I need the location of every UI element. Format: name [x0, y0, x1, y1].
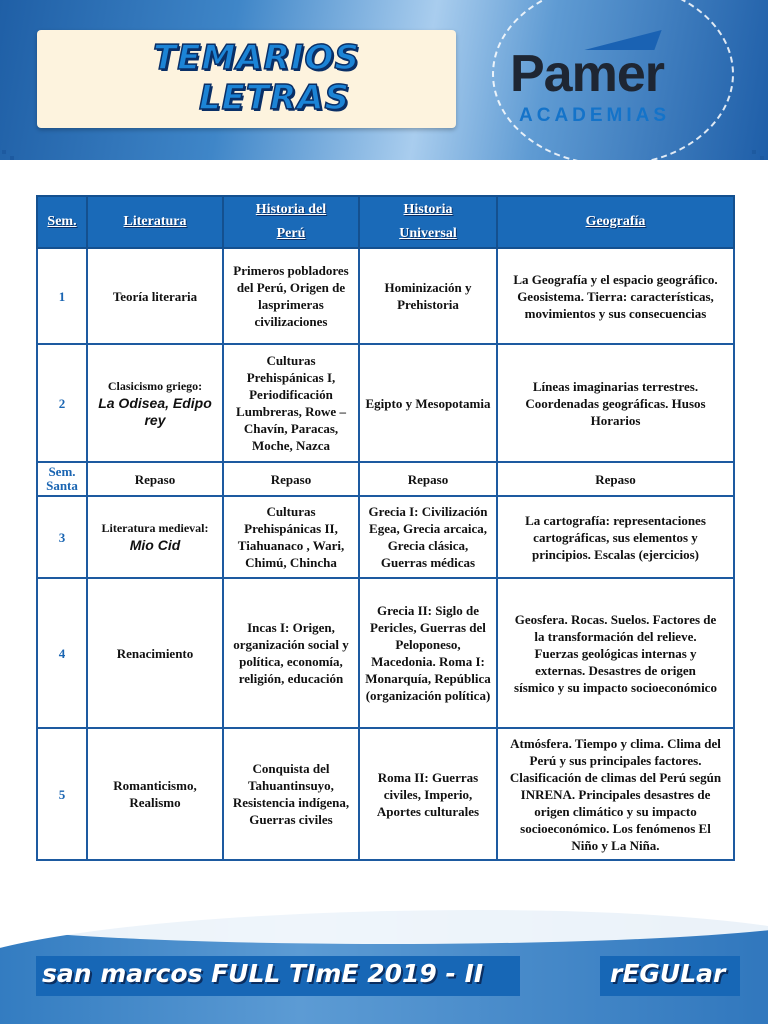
table-header-row	[37, 196, 734, 248]
cell-historia-peru: Culturas Prehispánicas I, Periodificación Lumbreras, Rowe – Chavín, Paracas, Moche, Nazca	[223, 344, 359, 462]
cell-geografia: La cartografía: representaciones cartográficas, sus elementos y principios. Escalas (ejercicios)	[497, 496, 734, 578]
cell-historia-universal: Repaso	[359, 462, 497, 496]
cell-literatura	[87, 248, 223, 344]
cell-geografia: Atmósfera. Tiempo y clima. Clima del Perú y sus principales factores. Clasificación de climas del Perú según INRENA. Principales desastres de origen climático y su impacto socioeconómico. Los fenómenos El Niño y La Niña.	[497, 728, 734, 860]
header-geografia: Geografía	[497, 196, 734, 248]
title-line-1: TEMARIOS	[153, 38, 360, 78]
cell-literatura	[87, 344, 223, 462]
footer-banner	[0, 890, 768, 1024]
cell-historia-peru: Primeros pobladores del Perú, Origen de lasprimeras civilizaciones	[223, 248, 359, 344]
cell-sem: 3	[37, 496, 87, 578]
table-row	[37, 496, 734, 578]
cell-geografia: Repaso	[497, 462, 734, 496]
cell-historia-universal: Egipto y Mesopotamia	[359, 344, 497, 462]
table-row	[37, 248, 734, 344]
table-row	[37, 578, 734, 728]
corner-mark	[10, 156, 14, 160]
cell-sem: 1	[37, 248, 87, 344]
cell-literatura	[87, 496, 223, 578]
literatura-topic: Literatura medieval:	[101, 521, 209, 535]
level-name: rEGULar	[610, 959, 726, 988]
header-sem: Sem.	[37, 196, 87, 248]
cell-geografia: Líneas imaginarias terrestres. Coordenadas geográficas. Husos Horarios	[497, 344, 734, 462]
cell-historia-universal: Grecia II: Siglo de Pericles, Guerras del Peloponeso, Macedonia. Roma I: Monarquía, República (organización política)	[359, 578, 497, 728]
table-row	[37, 462, 734, 496]
literatura-topic: Clasicismo griego:	[107, 378, 203, 393]
cell-sem: 4	[37, 578, 87, 728]
header-literatura: Literatura	[87, 196, 223, 248]
header-historia-universal: Historia Universal	[359, 196, 497, 248]
cell-historia-peru: Culturas Prehispánicas II, Tiahuanaco , Wari, Chimú, Chincha	[223, 496, 359, 578]
cell-historia-peru: Conquista del Tahuantinsuyo, Resistencia indígena, Guerras civiles	[223, 728, 359, 860]
header-banner	[0, 0, 768, 160]
cell-literatura: Renacimiento	[87, 578, 223, 728]
cell-historia-universal: Hominización y Prehistoria	[359, 248, 497, 344]
cell-literatura: Repaso	[87, 462, 223, 496]
title-box	[37, 30, 456, 128]
literatura-topic: Teoría literaria	[112, 288, 198, 304]
literatura-work: Mio Cid	[129, 537, 181, 553]
table-row	[37, 344, 734, 462]
header-historia-peru: Historia del Perú	[223, 196, 359, 248]
logo-name: Pamer	[510, 45, 664, 103]
corner-mark	[760, 156, 764, 160]
title-line-2: LETRAS	[198, 78, 351, 118]
cell-historia-peru: Repaso	[223, 462, 359, 496]
corner-mark	[2, 150, 6, 154]
cell-sem: 5	[37, 728, 87, 860]
program-name: san marcos FULL TImE 2019 - II	[42, 959, 484, 988]
cell-sem: 2	[37, 344, 87, 462]
cell-historia-universal: Roma II: Guerras civiles, Imperio, Aportes culturales	[359, 728, 497, 860]
logo-subtitle: ACADEMIAS	[519, 105, 671, 126]
cell-historia-universal: Grecia I: Civilización Egea, Grecia arcaica, Grecia clásica, Guerras médicas	[359, 496, 497, 578]
cell-geografia: La Geografía y el espacio geográfico. Geosistema. Tierra: características, movimientos y sus consecuencias	[497, 248, 734, 344]
cell-geografia: Geosfera. Rocas. Suelos. Factores de la transformación del relieve. Fuerzas geológicas internas y externas. Desastres de origen sísmico y su impacto socioeconómico	[497, 578, 734, 728]
cell-sem: Sem. Santa	[37, 462, 87, 496]
corner-mark	[752, 150, 756, 154]
cell-literatura: Romanticismo, Realismo	[87, 728, 223, 860]
cell-historia-peru: Incas I: Origen, organización social y política, economía, religión, educación	[223, 578, 359, 728]
literatura-work: La Odisea, Edipo rey	[98, 394, 212, 428]
syllabus-table	[36, 195, 735, 861]
table-row	[37, 728, 734, 860]
